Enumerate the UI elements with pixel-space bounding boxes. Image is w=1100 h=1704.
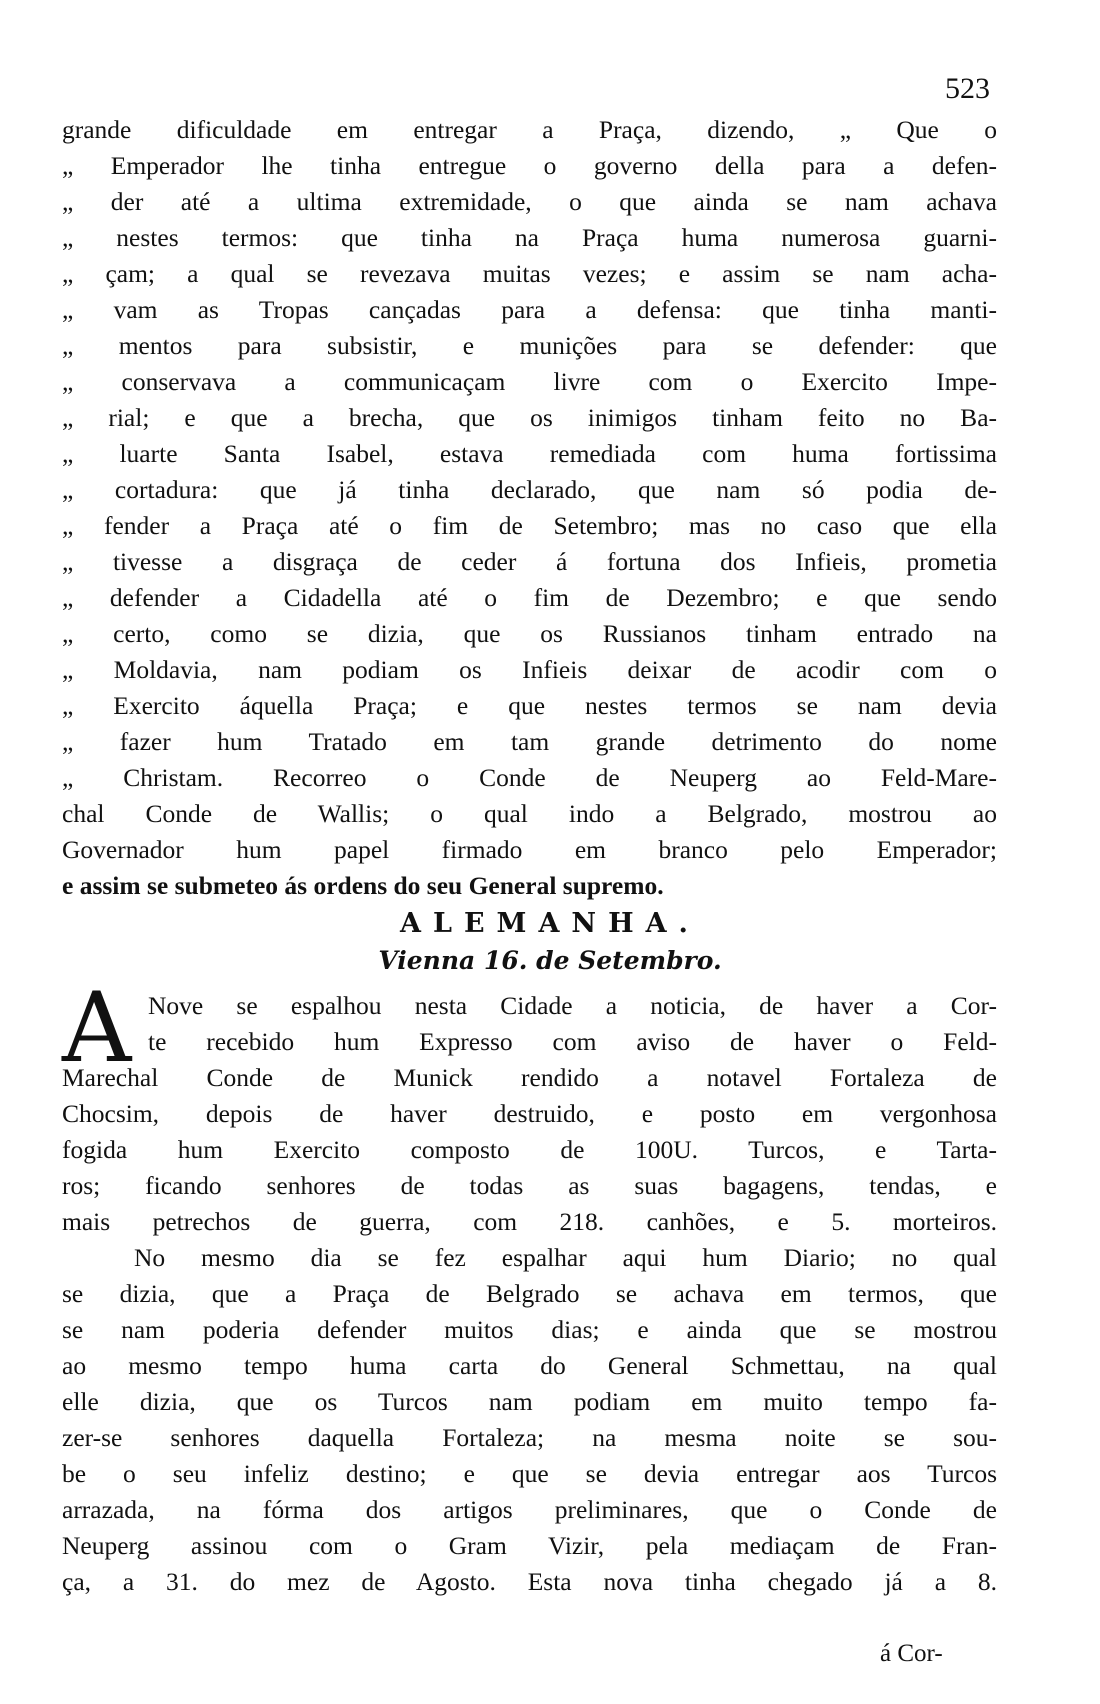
drop-cap: A xyxy=(62,972,132,1084)
text-line: elle dizia, que os Turcos nam podiam em muito tempo fa- xyxy=(62,1387,997,1416)
text-line: Marechal Conde de Munick rendido a notavel Fortaleza de xyxy=(62,1063,997,1092)
text-line: ao mesmo tempo huma carta do General Schmettau, na qual xyxy=(62,1351,997,1380)
text-line: „ vam as Tropas cançadas para a defensa: que tinha manti- xyxy=(62,295,997,324)
dateline: Vienna 16. de Setembro. xyxy=(378,946,722,975)
text-line: „ luarte Santa Isabel, estava remediada com huma fortissima xyxy=(62,439,997,468)
text-line: te recebido hum Expresso com aviso de haver o Feld- xyxy=(148,1027,997,1056)
text-line: fogida hum Exercito composto de 100U. Turcos, e Tarta- xyxy=(62,1135,997,1164)
page-number: 523 xyxy=(945,72,990,105)
text-line: „ conservava a communicaçam livre com o Exercito Impe- xyxy=(62,367,997,396)
text-line: se dizia, que a Praça de Belgrado se achava em termos, que xyxy=(62,1279,997,1308)
text-line: „ der até a ultima extremidade, o que ainda se nam achava xyxy=(62,187,997,216)
text-line: arrazada, na fórma dos artigos preliminares, que o Conde de xyxy=(62,1495,997,1524)
text-line: Nove se espalhou nesta Cidade a noticia, de haver a Cor- xyxy=(148,991,997,1020)
text-line: „ Moldavia, nam podiam os Infieis deixar de acodir com o xyxy=(62,655,997,684)
catchword: á Cor- xyxy=(880,1640,943,1667)
text-line: „ fender a Praça até o fim de Setembro; mas no caso que ella xyxy=(62,511,997,540)
text-line: Chocsim, depois de haver destruido, e posto em vergonhosa xyxy=(62,1099,997,1128)
text-line: „ çam; a qual se revezava muitas vezes; e assim se nam acha- xyxy=(62,259,997,288)
text-line: Neuperg assinou com o Gram Vizir, pela mediaçam de Fran- xyxy=(62,1531,997,1560)
text-line: se nam poderia defender muitos dias; e ainda que se mostrou xyxy=(62,1315,997,1344)
text-line: „ defender a Cidadella até o fim de Dezembro; e que sendo xyxy=(62,583,997,612)
text-line: „ tivesse a disgraça de ceder á fortuna dos Infieis, prometia xyxy=(62,547,997,576)
text-line: „ Exercito áquella Praça; e que nestes termos se nam devia xyxy=(62,691,997,720)
text-line: „ cortadura: que já tinha declarado, que nam só podia de- xyxy=(62,475,997,504)
text-line: „ nestes termos: que tinha na Praça huma numerosa guarni- xyxy=(62,223,997,252)
text-line: „ rial; e que a brecha, que os inimigos tinham feito no Ba- xyxy=(62,403,997,432)
text-line: be o seu infeliz destino; e que se devia entregar aos Turcos xyxy=(62,1459,997,1488)
text-line: „ certo, como se dizia, que os Russianos tinham entrado na xyxy=(62,619,997,648)
text-line: „ mentos para subsistir, e munições para se defender: que xyxy=(62,331,997,360)
text-line: zer-se senhores daquella Fortaleza; na mesma noite se sou- xyxy=(62,1423,997,1452)
text-line: No mesmo dia se fez espalhar aqui hum Diario; no qual xyxy=(134,1243,997,1272)
text-line: „ fazer hum Tratado em tam grande detrimento do nome xyxy=(62,727,997,756)
section-heading: ALEMANHA. xyxy=(400,908,700,939)
text-line: ros; ficando senhores de todas as suas bagagens, tendas, e xyxy=(62,1171,997,1200)
text-line: mais petrechos de guerra, com 218. canhões, e 5. morteiros. xyxy=(62,1207,997,1236)
text-line: grande dificuldade em entregar a Praça, dizendo, „ Que o xyxy=(62,115,997,144)
text-line: e assim se submeteo ás ordens do seu General supremo. xyxy=(62,871,664,900)
text-line: „ Emperador lhe tinha entregue o governo della para a defen- xyxy=(62,151,997,180)
text-line: Governador hum papel firmado em branco pelo Emperador; xyxy=(62,835,997,864)
text-line: chal Conde de Wallis; o qual indo a Belgrado, mostrou ao xyxy=(62,799,997,828)
text-line: ça, a 31. do mez de Agosto. Esta nova tinha chegado já a 8. xyxy=(62,1567,997,1596)
text-line: „ Christam. Recorreo o Conde de Neuperg ao Feld-Mare- xyxy=(62,763,997,792)
